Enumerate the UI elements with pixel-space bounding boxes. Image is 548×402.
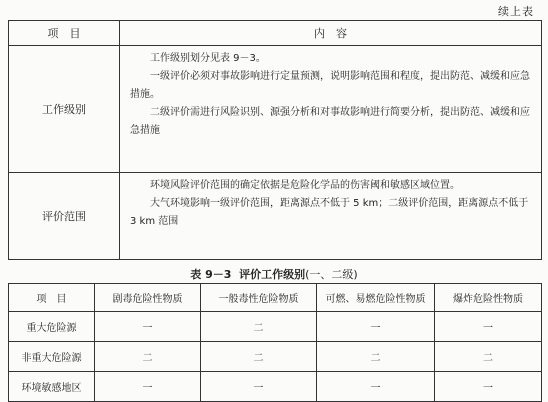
- row-content: [120, 173, 542, 260]
- paragraph: 环境风险评价范围的确定依据是危险化学品的伤害阈和敏感区域位置。: [150, 180, 460, 191]
- caption-number: 表 9－3: [190, 268, 232, 281]
- table-cell: 二: [317, 342, 435, 372]
- table-header-row: [9, 21, 542, 46]
- header-cell: 可燃、易燃危险性物质: [317, 284, 435, 312]
- table-cell: 非重大危险源: [9, 342, 95, 372]
- table-caption: [0, 266, 548, 282]
- content-table: [8, 20, 542, 260]
- header-cell: 项 目: [9, 284, 95, 312]
- row-label: 评价范围: [9, 173, 120, 260]
- header-cell: 爆炸危险性物质: [435, 284, 542, 312]
- table-cell: 一: [201, 372, 317, 402]
- table-cell: 二: [95, 342, 201, 372]
- table-row: [9, 312, 542, 342]
- paragraph: 大气环境影响一级评价范围，距离源点不低于 5 km；二级评价范围，距离源点不低于 3 km 范围: [130, 198, 529, 227]
- table-cell: 一: [95, 312, 201, 342]
- table-cell: 一: [95, 372, 201, 402]
- table-cell: 一: [435, 372, 542, 402]
- paragraph: 工作级别划分见表 9－3。: [150, 53, 266, 64]
- table-cell: 重大危险源: [9, 312, 95, 342]
- table-cell: 一: [317, 372, 435, 402]
- paragraph: 一级评价必须对事故影响进行定量预测，说明影响范围和程度，提出防范、减缓和应急措施。: [130, 71, 530, 100]
- row-label: 工作级别: [9, 46, 120, 173]
- caption-title: 评价工作级别: [239, 268, 306, 281]
- table-row: [9, 342, 542, 372]
- header-content: 内 容: [120, 21, 542, 46]
- table-cell: 二: [201, 342, 317, 372]
- level-table: [8, 283, 542, 402]
- table-cell: 二: [435, 342, 542, 372]
- table-row: [9, 173, 542, 260]
- header-item: 项 目: [9, 21, 120, 46]
- header-cell: 一般毒性危险物质: [201, 284, 317, 312]
- row-content: [120, 46, 542, 173]
- continued-label: 续上表: [498, 5, 534, 18]
- table-cell: 二: [201, 312, 317, 342]
- table-cell: 一: [317, 312, 435, 342]
- table-header-row: [9, 284, 542, 312]
- table-cell: 一: [435, 312, 542, 342]
- table-row: [9, 372, 542, 402]
- caption-sub: (一、二级): [305, 268, 358, 281]
- paragraph: 二级评价需进行风险识别、源强分析和对事故影响进行简要分析，提出防范、减缓和应急措施: [130, 107, 530, 136]
- table-row: [9, 46, 542, 173]
- header-cell: 剧毒危险性物质: [95, 284, 201, 312]
- table-cell: 环境敏感地区: [9, 372, 95, 402]
